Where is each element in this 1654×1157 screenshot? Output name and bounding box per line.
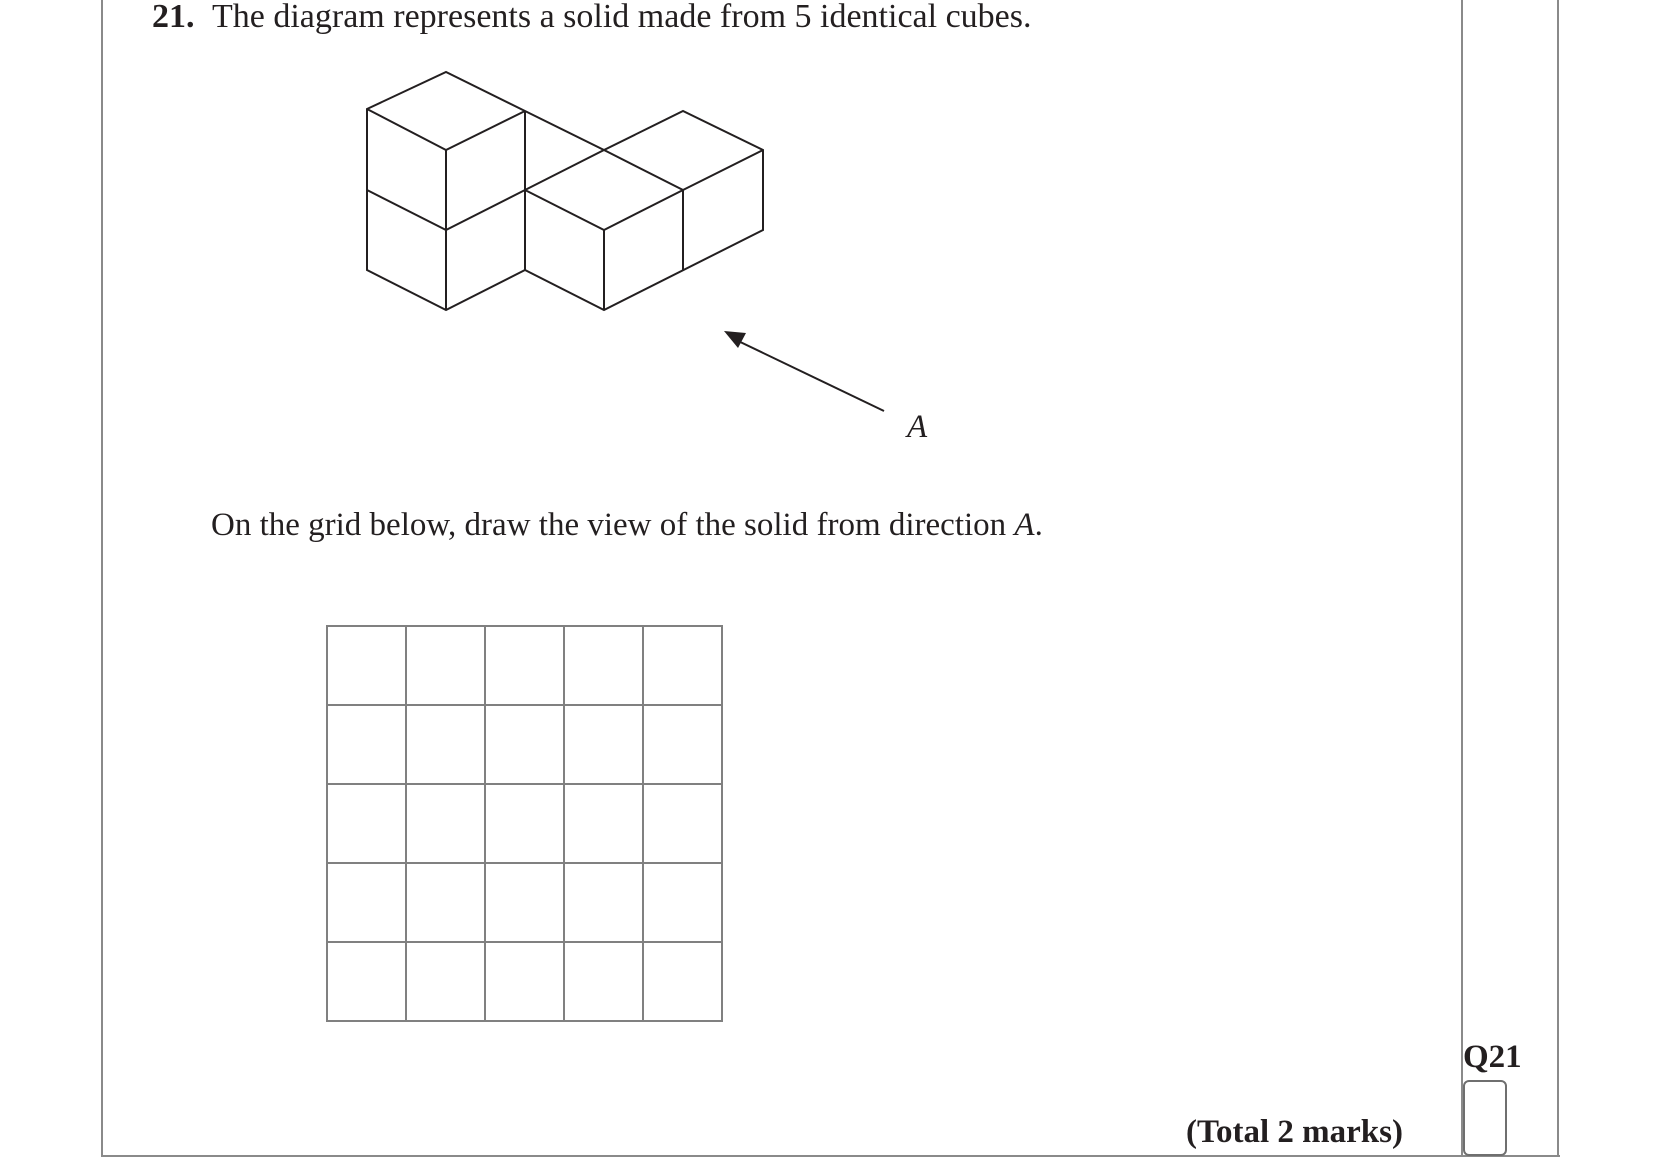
marks-box[interactable] bbox=[1463, 1080, 1507, 1156]
cube-edges-left-column bbox=[367, 109, 525, 310]
answer-grid-border bbox=[327, 626, 722, 1021]
cube-edges-right-block bbox=[525, 150, 763, 310]
instruction-variable: A bbox=[1014, 507, 1035, 543]
direction-arrow-icon bbox=[724, 331, 884, 411]
question-number: 21. bbox=[152, 0, 195, 35]
instruction-text bbox=[211, 503, 1043, 547]
solid-outline bbox=[367, 72, 763, 310]
question-margin-label: Q21 bbox=[1463, 1039, 1522, 1075]
total-marks: (Total 2 marks) bbox=[1186, 1114, 1403, 1150]
instruction-after: . bbox=[1034, 507, 1043, 543]
instruction-before: On the grid below, draw the view of the solid from direction bbox=[211, 507, 1015, 543]
answer-grid[interactable] bbox=[327, 626, 722, 1021]
direction-label: A bbox=[907, 409, 928, 445]
question-text: The diagram represents a solid made from 5 identical cubes. bbox=[212, 0, 1032, 35]
